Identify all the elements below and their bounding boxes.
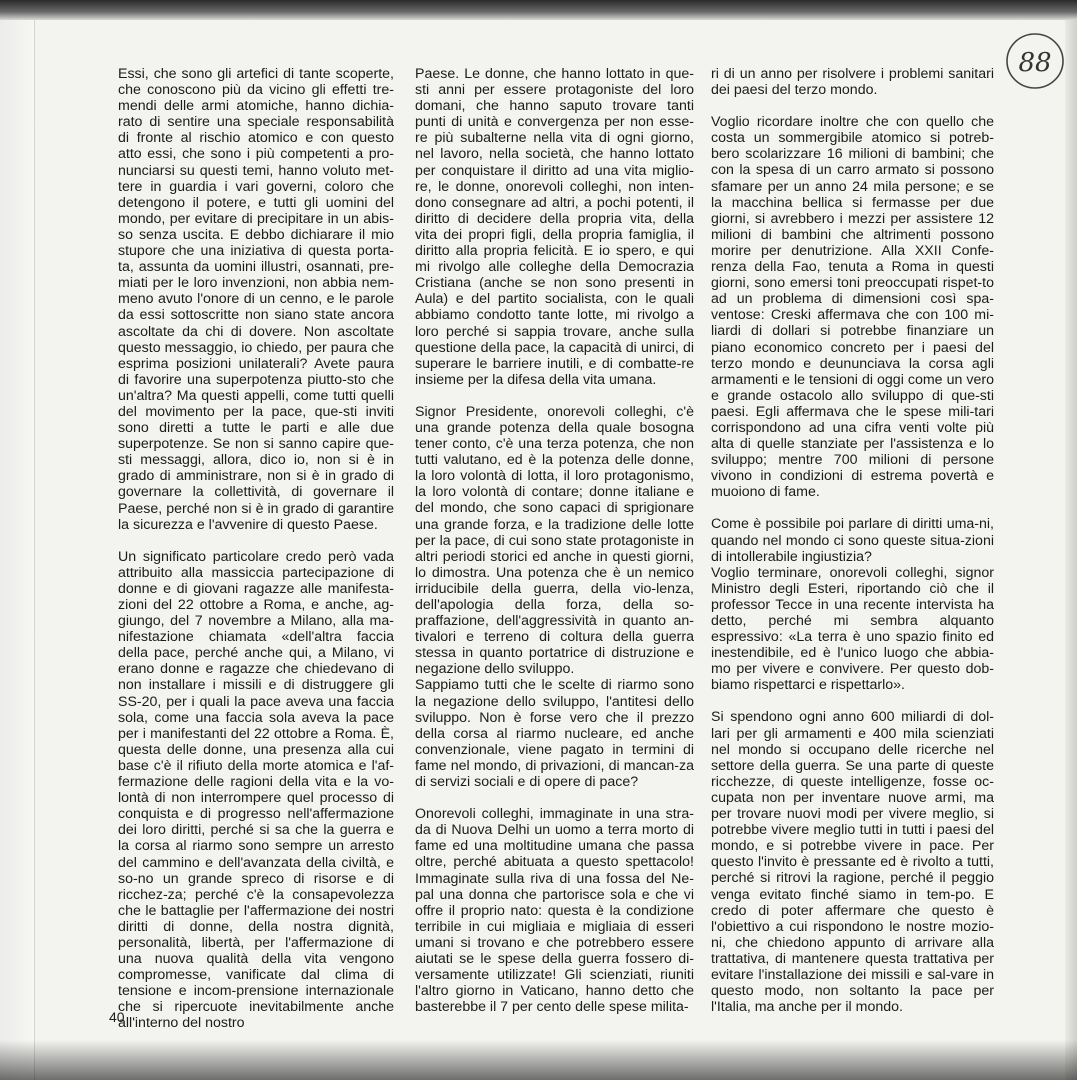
paragraph: Signor Presidente, onorevoli colleghi, c'è una grande potenza della quale bosogna tener conto, c'è una terza potenza, che non tutti valutano, ed è la potenza delle donne, la loro volontà di lotta, il loro protagonismo, la loro volontà di contare; donne italiane e del mondo, che sono capaci di sprigionare una grande forza, e la tradizione delle lotte per la pace, di cui sono state protagoniste in altri periodi storici ed anche in questi giorni, lo dimostra. Una potenza che è un nemico irriducibile della guerra, della vio-lenza, dell'apologia della forza, della so-praffazione, dell'aggressività in quanto an-tivalori e terreno di coltura della guerra stessa in quanto portatrice di distruzione e negazione dello sviluppo. xyxy=(415,403,694,678)
scan-right-edge xyxy=(1065,20,1077,1080)
text-column-2 xyxy=(415,66,694,1031)
handwritten-page-mark xyxy=(1000,27,1070,95)
paragraph: Come è possibile poi parlare di diritti uma-ni, quando nel mondo ci sono queste situa-zioni di intollerabile ingiustizia? xyxy=(711,516,994,565)
scan-bottom-shadow xyxy=(0,1040,1077,1080)
paragraph: Sappiamo tutti che le scelte di riarmo sono la negazione dello sviluppo, l'antitesi dello sviluppo. Non è forse vero che il prezzo della corsa al riarmo nucleare, ed anche convenzionale, viene pagato in termini di fame nel mondo, di privazioni, di mancan-za di servizi sociali e di opere di pace? xyxy=(415,677,694,791)
scan-top-edge xyxy=(0,0,1077,20)
paragraph: Onorevoli colleghi, immaginate in una stra-da di Nuova Delhi un uomo a terra morto di fame ed una moltitudine umana che passa oltre, perché abituata a questo spettacolo! Immaginate sulla riva di una fossa del Ne-pal una donna che partorisce sola e che vi offre il proprio nato: questa è la condizione terribile in cui migliaia e migliaia di esseri umani si trovano e che potrebbero essere aiutati se le spese della guerra fossero di-versamente utilizzate! Gli scienziati, riuniti l'altro giorno in Vaticano, hanno detto che basterebbe il 7 per cento delle spese milita- xyxy=(415,806,694,1016)
scan-left-edge xyxy=(0,20,35,1080)
paragraph: Voglio ricordare inoltre che con quello che costa un sommergibile atomico si potreb-bero scolarizzare 16 milioni di bambini; che con la spesa di un carro armato si possono sfamare per un anno 24 mila persone; e se la macchina bellica si fermasse per due giorni, si avrebbero i mezzi per assistere 12 milioni di bambini che altrimenti possono morire per denutrizione. Alla XXII Confe-renza della Fao, tenuta a Roma in questi giorni, sono emersi toni preoccupati rispet-to ad un problema di dimensioni così spa-ventose: Creski affermava che con 100 mi-liardi di dollari si potrebbe finanziare un piano economico concreto per i paesi del terzo mondo e deununciava la corsa agli armamenti e le tensioni di oggi come un vero e grande ostacolo allo sviluppo di que-sti paesi. Egli affermava che le spese mili-tari corrispondono ad una cifra venti volte più alta di quelle stanziate per l'assistenza e lo sviluppo; mentre 700 milioni di persone vivono in condizioni di estrema povertà e muoiono di fame. xyxy=(711,114,994,501)
text-column-3 xyxy=(711,66,994,1031)
page-number: 40 xyxy=(109,1009,125,1025)
paragraph: Paese. Le donne, che hanno lottato in que-sti anni per essere protagoniste del loro domani, che hanno saputo trovare tanti punti di unità e convergenza per non esse-re più subalterne nella vita di ogni giorno, nel lavoro, nella società, che hanno lottato per conquistare il diritto ad una vita miglio-re, le donne, onorevoli colleghi, non inten-dono consegnare ad altri, a pochi potenti, il diritto di decidere della propria vita, della vita dei propri figli, della propria famiglia, il diritto alla propria felicità. E io spero, e qui mi rivolgo alle colleghe della Democrazia Cristiana (anche se non sono presenti in Aula) e del partito socialista, con le quali abbiamo condotto tante lotte, mi rivolgo a loro perché si sappia trovare, anche sulla questione della pace, la capacità di unirci, di superare le barriere inutili, e di combatte-re insieme per la difesa della vita umana. xyxy=(415,66,694,388)
paragraph: ri di un anno per risolvere i problemi sanitari dei paesi del terzo mondo. xyxy=(711,66,994,99)
handwritten-mark-text: 88 xyxy=(1018,48,1052,78)
text-column-1 xyxy=(118,66,394,1048)
paragraph: Un significato particolare credo però vada attribuito alla massiccia partecipazione di donne e di giovani ragazze alle manifesta-zioni del 22 ottobre a Roma, e anche, ag-giungo, del 7 novembre a Milano, alla ma-nifestazione chiamata «dell'altra faccia della pace, perché anche qui, a Milano, vi erano donne e ragazze che chiedevano di non installare i missili e di distruggere gli SS-20, per i quali la pace aveva una faccia sola, come una faccia sola aveva la pace per i manifestanti del 22 ottobre a Roma. È, questa delle donne, una presenza alla cui base c'è il rifiuto della morte atomica e l'af-fermazione delle ragioni della vita e la vo-lontà di non interrompere quel processo di conquista e di progresso nell'affermazione dei loro diritti, perché si sa che la guerra e la corsa al riarmo sono sempre un arresto del cammino e dell'avanzata della civiltà, e so-no un grande spreco di risorse e di ricchez-za; perché c'è la consapevolezza che le battaglie per l'affermazione dei nostri diritti di donne, della nostra dignità, personalità, libertà, per l'affermazione di una nuova qualità della vita vengono compromesse, vanificate dal clima di tensione e incom-prensione internazionale che si ripercuote inevitabilmente anche all'interno del nostro xyxy=(118,548,394,1032)
paragraph: Si spendono ogni anno 600 miliardi di dol-lari per gli armamenti e 400 mila scienziati nel mondo si occupano delle ricerche nel settore della guerra. Se una parte di queste ricchezze, di queste intelligenze, fosse oc-cupata non per inventare nuove armi, ma per trovare nuovi modi per vivere meglio, si potrebbe vivere meglio tutti in tutti i paesi del mondo, e si potrebbe vivere in pace. Per questo l'invito è pressante ed è rivolto a tutti, perché si ritrovi la ragione, perché il peggio venga evitato finché siamo in tem-po. E credo di poter affermare che questo è l'obiettivo a cui rispondono le nostre mozio-ni, che chiedono appunto di arrivare alla trattativa, di mantenere questa trattativa per evitare l'installazione dei missili e sal-vare in questo modo, non soltanto la pace per l'Italia, ma anche per il mondo. xyxy=(711,709,994,1016)
paragraph: Voglio terminare, onorevoli colleghi, signor Ministro degli Esteri, riportando ciò che il professor Tecce in una recente intervista ha detto, perché mi sembra alquanto espressivo: «La terra è uno spazio finito ed inestendibile, ed è l'unico luogo che abbia-mo per vivere e convivere. Per questo dob-biamo rispettarci e rispettarlo». xyxy=(711,564,994,694)
paragraph: Essi, che sono gli artefici di tante scoperte, che conoscono più da vicino gli effetti tre-mendi delle armi atomiche, hanno dichia-rato di sentire una speciale responsabilità di fronte al rischio atomico e con questo atto essi, che sono i più competenti a pro-nunciarsi su questi temi, hanno voluto met-tere in guardia i vari governi, coloro che detengono il potere, e tutti gli uomini del mondo, per evitare di precipitare in un abis-so senza uscita. E debbo dichiarare il mio stupore che una iniziativa di questa porta-ta, assunta da uomini illustri, osannati, pre-miati per le loro invenzioni, non abbia nem-meno avuto l'onore di un cenno, e le parole da essi sottoscritte non siano state ancora ascoltate da chi di dovere. Non ascoltate questo messaggio, io chiedo, per paura che esprima posizioni unilaterali? Avete paura di favorire una superpotenza piutto-sto che un'altra? Ma questi appelli, come tutti quelli del movimento per la pace, que-sti inviti sono diretti a tutte le parti e alle due superpotenze. Se non si sanno capire que-sti messaggi, allora, dico io, non si è in grado di amministrare, non si è in grado di governare la collettività, di governare il Paese, perché non si è in grado di garantire la sicurezza e l'avvenire di questo Paese. xyxy=(118,66,394,533)
